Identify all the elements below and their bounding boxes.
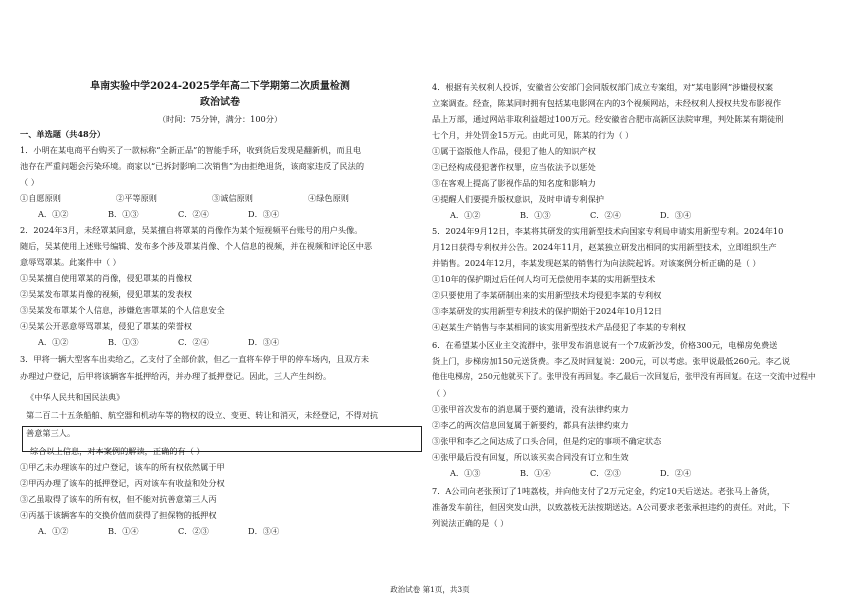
q1-choice-4: ④绿色原则 xyxy=(308,193,349,203)
q2-option-a[interactable]: A．①② xyxy=(38,337,69,347)
q6-options xyxy=(450,468,730,478)
q6-option-d[interactable]: D．②④ xyxy=(660,468,692,478)
law-text-1: 第二百二十五条船舶、航空器和机动车等的物权的设立、变更、转让和消灭，未经登记，不得对抗 xyxy=(26,410,379,420)
q4-line-4: 七个月，并处罚金15万元。由此可见，陈某的行为（ ） xyxy=(432,130,634,140)
q6-choice-3: ③张甲和李乙之间达成了口头合同，但是约定的事项不确定状态 xyxy=(432,436,662,446)
q7-line-2: 准备发车前往，但因突发山洪，以致荔枝无法按期送达。A公司要求老张承担违约的责任。对此，下 xyxy=(432,502,790,512)
q5-choice-4: ④赵某生产销售与李某相同的该实用新型技术产品侵犯了李某的专利权 xyxy=(432,322,686,332)
q4-choice-4: ④提醒人们要提升版权意识，及时申请专利保护 xyxy=(432,194,604,204)
q6-line-2: 货上门，步梯房加150元送货费。李乙及时回复说：200元，可以考虑。张甲说最低260元。李乙说 xyxy=(432,356,791,366)
exam-title: 阜南实验中学2024-2025学年高二下学期第二次质量检测 xyxy=(90,81,350,92)
q6-option-a[interactable]: A．①③ xyxy=(450,468,481,478)
q2-option-b[interactable]: B．①③ xyxy=(108,337,139,347)
q6-option-b[interactable]: B．①④ xyxy=(520,468,551,478)
q4-choice-2: ②已经构成侵犯著作权罪，应当依法予以惩处 xyxy=(432,162,596,172)
q4-line-1: 4．根据有关权利人投诉，安徽省公安部门会同版权部门成立专案组，对“某电影网”涉嫌侵权案 xyxy=(432,82,774,92)
section-heading: 一、单选题（共48分） xyxy=(20,129,106,139)
q6-line-3: 他住电梯房，250元他就买下了。张甲没有再回复。李乙最后一次回复后，张甲没有再回复。在这一交流中过程中 xyxy=(432,372,816,381)
q4-option-d[interactable]: D．③④ xyxy=(660,210,692,220)
q3-option-b[interactable]: B．①④ xyxy=(108,526,139,536)
q1-line-3: （ ） xyxy=(20,177,39,187)
q3-line-2: 办理过户登记，后甲将该辆客车抵押给丙，并办理了抵押登记。因此，三人产生纠纷。 xyxy=(20,371,332,381)
q1-line-2: 池存在严重问题会污染环境。商家以“已拆封影响二次销售”为由拒绝退货，该商家违反了民法的 xyxy=(20,161,365,171)
q1-option-c[interactable]: C．②④ xyxy=(178,209,209,219)
q6-choice-4: ④张甲最后没有回复，所以该买卖合同没有订立和生效 xyxy=(432,452,629,462)
q2-line-1: 2．2024年3月，未经罩某同意，吴某擅自将罩某的肖像作为某个短视频平台账号的用户头像。 xyxy=(20,225,363,235)
q4-line-3: 品上万部，通过网站非取利益超过100万元。经安徽省合肥市高新区法院审理，判处陈某有期徒刑 xyxy=(432,114,784,124)
q3-choice-2: ②甲丙办理了该车的抵押登记，丙对该车有收益和处分权 xyxy=(20,478,225,488)
law-text-2: 善意第三人。 xyxy=(26,428,76,438)
q3-choice-3: ③乙虽取得了该车的所有权，但不能对抗善意第三人丙 xyxy=(20,494,217,504)
q3-option-c[interactable]: C．②③ xyxy=(178,526,209,536)
q2-choice-2: ②吴某发布罩某肖像的视频，侵犯罩某的发表权 xyxy=(20,289,192,299)
time-score: （时间：75分钟，满分：100分） xyxy=(157,114,283,124)
q7-line-1: 7．A公司向老张预订了1吨荔枝，并向他支付了2万元定金，约定10天后送达。老张马上备货， xyxy=(432,486,776,496)
q6-option-c[interactable]: C．②③ xyxy=(590,468,621,478)
q5-line-2: 月12日获得专利权并公告。2024年11月，赵某独立研发出相同的实用新型技术，立即组织生产 xyxy=(432,242,777,252)
q3-choice-1: ①甲乙未办理该车的过户登记，该车的所有权依然属于甲 xyxy=(20,462,225,472)
q5-choice-2: ②只要使用了李某研制出来的实用新型技术均侵犯李某的专利权 xyxy=(432,290,662,300)
q3-prompt: 综合以上信息，对本案例的解读，正确的有（ ） xyxy=(30,446,205,456)
q6-line-4: （ ） xyxy=(432,388,451,398)
q1-options xyxy=(38,209,318,219)
q5-line-1: 5．2024年9月12日，李某将其研发的实用新型技术向国家专利局申请实用新型专利。2024年10 xyxy=(432,226,784,236)
q1-choice-3: ③诚信原则 xyxy=(212,193,253,203)
q1-option-b[interactable]: B．①③ xyxy=(108,209,139,219)
q3-option-a[interactable]: A．①② xyxy=(38,526,69,536)
q4-choice-3: ③在客观上提高了影视作品的知名度和影响力 xyxy=(432,178,596,188)
q6-choice-1: ①张甲首次发布的消息属于要约邀请，没有法律约束力 xyxy=(432,404,629,414)
q1-option-d[interactable]: D．③④ xyxy=(248,209,280,219)
q4-option-a[interactable]: A．①② xyxy=(450,210,481,220)
q2-choice-1: ①吴某擅自使用罩某的肖像，侵犯罩某的肖像权 xyxy=(20,273,192,283)
q1-option-a[interactable]: A．①② xyxy=(38,209,69,219)
law-title: 《中华人民共和国民法典》 xyxy=(26,392,125,402)
q1-choice-2: ②平等原则 xyxy=(116,193,157,203)
q4-options xyxy=(450,210,730,220)
q1-choice-1: ①自愿原则 xyxy=(20,193,61,203)
q4-option-c[interactable]: C．②④ xyxy=(590,210,621,220)
q2-line-3: 意辱骂罩某。此案件中（ ） xyxy=(20,257,121,267)
q4-option-b[interactable]: B．①③ xyxy=(520,210,551,220)
q1-line-1: 1．小明在某电商平台购买了一款标称“全新正品”的智能手环，收到货后发现是翻新机，而且电 xyxy=(20,145,362,155)
q3-options xyxy=(38,526,318,536)
q2-options xyxy=(38,337,318,347)
q3-line-1: 3．甲将一辆大型客车出卖给乙，乙支付了全部价款，但乙一直将车停于甲的停车场内，且双方未 xyxy=(20,354,370,364)
q1-choices xyxy=(20,193,404,203)
q3-choice-4: ④丙基于该辆客车的交换价值而获得了担保物的抵押权 xyxy=(20,510,217,520)
q5-choice-3: ③李某研发的实用新型专利技术的保护期始于2024年10月12日 xyxy=(432,306,662,316)
q5-line-3: 并销售。2024年12月，李某发现赵某的销售行为向法院起诉。对该案例分析正确的是（ ） xyxy=(432,258,761,268)
q3-option-d[interactable]: D．③④ xyxy=(248,526,280,536)
q7-line-3: 列说法正确的是（ ） xyxy=(432,518,509,528)
q6-choice-2: ②李乙的两次信息回复属于新要约，都具有法律约束力 xyxy=(432,420,629,430)
q2-choice-4: ④吴某公开恶意辱骂罩某，侵犯了罩某的荣誉权 xyxy=(20,321,192,331)
page-footer: 政治试卷 第1页，共3页 xyxy=(390,585,470,594)
q4-choice-1: ①属于盗版他人作品，侵犯了他人的知识产权 xyxy=(432,146,596,156)
q6-line-1: 6．在希望某小区业主交流群中，张甲发布消息说有一个7成新沙发，价格300元，电梯房免费送 xyxy=(432,340,778,350)
subject-title: 政治试卷 xyxy=(200,97,240,108)
q2-line-2: 随后，吴某使用上述账号编辑、发布多个涉及罩某肖像、个人信息的视频，并在视频和评论区中恶 xyxy=(20,241,373,251)
q2-option-c[interactable]: C．②④ xyxy=(178,337,209,347)
q2-option-d[interactable]: D．③④ xyxy=(248,337,280,347)
q2-choice-3: ③吴某发布罩某个人信息，涉嫌危害罩某的个人信息安全 xyxy=(20,305,225,315)
q4-line-2: 立案调查。经查，陈某同时拥有包括某电影网在内的3个视频网站，未经权利人授权共发布影视作 xyxy=(432,98,782,108)
q5-choice-1: ①10年的保护期过后任何人均可无偿使用李某的实用新型技术 xyxy=(432,274,656,284)
